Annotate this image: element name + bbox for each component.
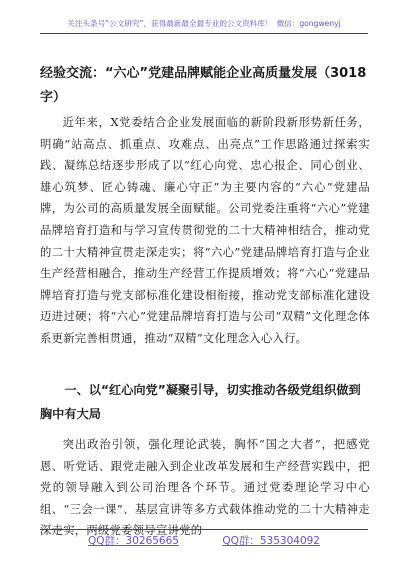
section-heading: 一、以“红心向党”凝聚引导，切实推动各级党组织做到胸中有大局: [40, 383, 361, 421]
page-footer: [40, 529, 368, 548]
document-title: 经验交流：“六心”党建品牌赋能企业高质量发展（3018字）: [40, 66, 367, 105]
qq-group-link-2[interactable]: QQ群：535304092: [222, 535, 320, 547]
page-header: [40, 18, 368, 34]
header-promo-text: 关注头条号“公文研究”，获得最新最全最专业的公文资料库！: [67, 19, 273, 28]
qq-group-link[interactable]: QQ群：30265665: [88, 535, 179, 547]
intro-paragraph: 近年来，X党委结合企业发展面临的新阶段新形势新任务，明确“站高点、抓重点、攻难点、出亮点”工作思路通过探索实践、凝练总结逐步形成了以“红心向党、忠心报企、同心创业、雄心筑梦、匠心铸魂、廉心守正”为主要内容的“六心”党建品牌，为公司的高质量发展全面赋能。公司党委注重将“六心”党建品牌培育打造和与学习宣传贯彻党的二十大精神相结合，推动党的二十大精神宣贯走深走实；将“六心”党建品牌培育打造与企业生产经营相融合，推动生产经营工作提质增效；将“六心”党建品牌培育打造与党支部标准化建设相衔接，推动党支部标准化建设迈进过硬；将“六心”党建品牌培育打造与公司“双精”文化理念体系更新完善相贯通，推动“双精”文化理念入心入行。: [40, 116, 370, 345]
section-paragraph: 突出政治引领，强化理论武装，胸怀“国之大者”，把感党恩、听党话、跟党走融入到企业改革发展和生产经营实践中，把党的领导融入到公司治理各个环节。通过党委理论学习中心组、“三会一课”、基层宣讲等多方式载体推动党的二十大精神走深走实，两级党委领导宣讲党的: [40, 438, 370, 538]
header-wechat-text: 微信：gongwenyj: [276, 19, 341, 28]
